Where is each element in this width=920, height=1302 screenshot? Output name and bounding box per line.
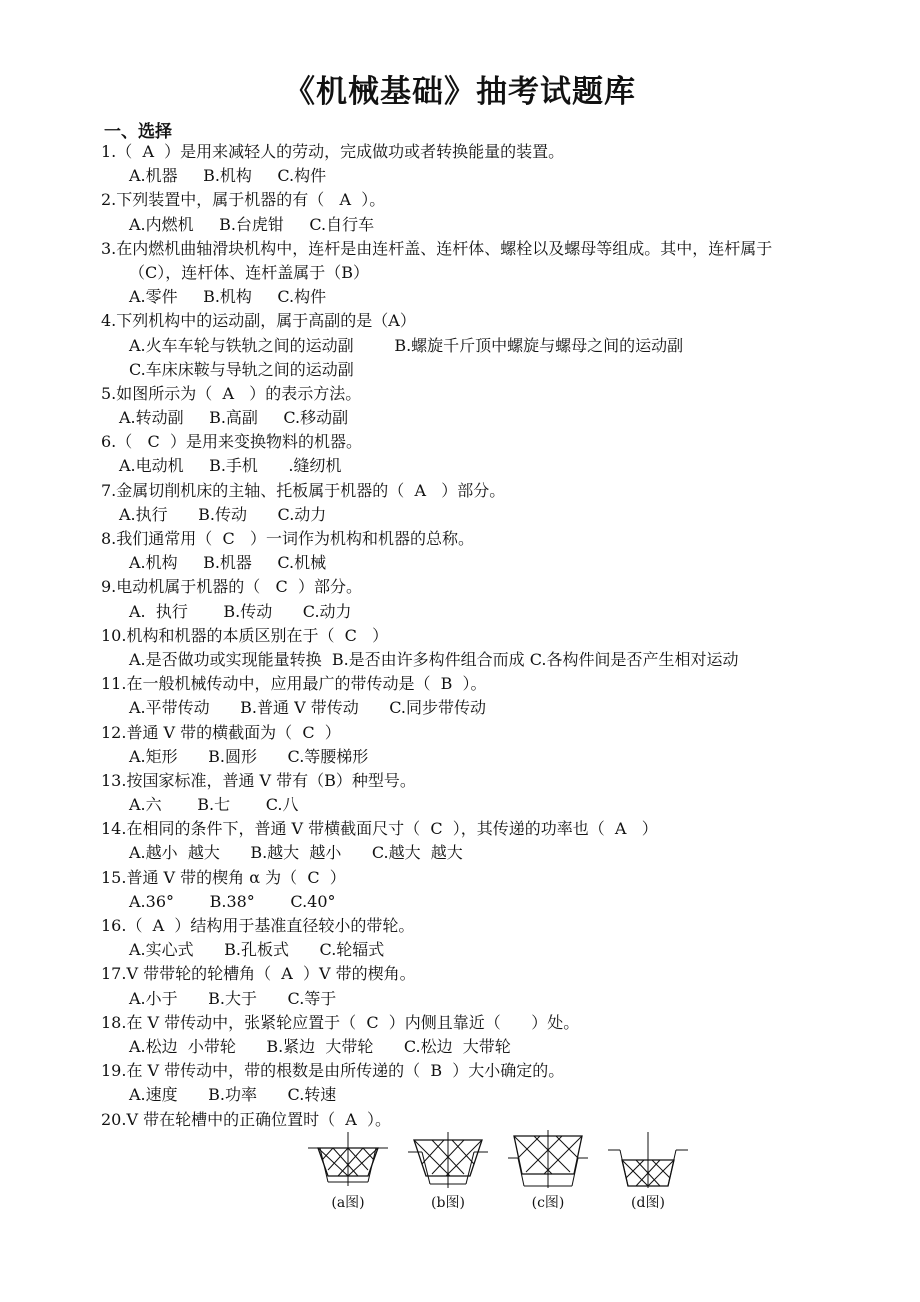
options-10: A.是否做功或实现能量转换 B.是否由许多构件组合而成 C.各构件间是否产生相对运动 [129, 649, 739, 669]
section-heading: 一、选择 [104, 122, 172, 142]
options-16: A.实心式 B.孔板式 C.轮辐式 [129, 940, 385, 960]
options-5: A.转动副 B.高副 C.移动副 [119, 408, 349, 428]
question-16: 16.（ A ）结构用于基准直径较小的带轮。 [101, 916, 415, 935]
options-7: A.执行 B.传动 C.动力 [119, 504, 327, 524]
v-belt-groove-d-icon [608, 1130, 688, 1190]
question-3: 3.在内燃机曲轴滑块机构中，连杆是由连杆盖、连杆体、螺栓以及螺母等组成。其中，连杆属于 [101, 238, 773, 258]
options-4-c: C.车床床鞍与导轨之间的运动副 [129, 359, 354, 379]
question-18: 18.在 V 带传动中，张紧轮应置于（ C ）内侧且靠近（ ）处。 [101, 1012, 580, 1032]
question-20: 20.V 带在轮槽中的正确位置时（ A ）。 [101, 1109, 391, 1129]
options-9: A. 执行 B.传动 C.动力 [129, 601, 352, 621]
options-14: A.越小 越大 B.越大 越小 C.越大 越大 [129, 843, 463, 863]
question-14: 14.在相同的条件下，普通 V 带横截面尺寸（ C ），其传递的功率也（ A ） [101, 819, 658, 839]
question-11: 11.在一般机械传动中，应用最广的带传动是（ B ）。 [101, 674, 487, 694]
options-13: A.六 B.七 C.八 [129, 795, 299, 815]
question-12: 12.普通 V 带的横截面为（ C ） [101, 722, 341, 742]
question-13: 13.按国家标准，普通 V 带有（B）种型号。 [101, 770, 416, 790]
figure-c-caption: (c图) [531, 1195, 565, 1211]
options-8: A.机构 B.机器 C.机械 [129, 553, 327, 573]
question-17: 17.V 带带轮的轮槽角（ A ）V 带的楔角。 [101, 964, 416, 984]
options-18: A.松边 小带轮 B.紧边 大带轮 C.松边 大带轮 [129, 1036, 511, 1056]
options-2: A.内燃机 B.台虎钳 C.自行车 [129, 214, 375, 234]
figure-a-caption: (a图) [331, 1195, 365, 1211]
question-6: 6.（ C ）是用来变换物料的机器。 [101, 432, 362, 452]
figure-d-caption: (d图) [631, 1195, 665, 1211]
question-4: 4.下列机构中的运动副，属于高副的是（A） [101, 311, 416, 331]
figure-a [308, 1130, 388, 1220]
options-12: A.矩形 B.圆形 C.等腰梯形 [129, 746, 369, 766]
question-8: 8.我们通常用（ C ）一词作为机构和机器的总称。 [101, 529, 474, 548]
options-11: A.平带传动 B.普通 V 带传动 C.同步带传动 [129, 698, 487, 718]
options-1: A.机器 B.机构 C.构件 [129, 166, 327, 186]
v-belt-figures [308, 1130, 708, 1220]
options-17: A.小于 B.大于 C.等于 [129, 988, 337, 1008]
question-3-continued: （C），连杆体、连杆盖属于（B） [129, 262, 370, 282]
question-19: 19.在 V 带传动中，带的根数是由所传递的（ B ）大小确定的。 [101, 1061, 565, 1081]
options-15: A.36° B.38° C.40° [129, 891, 336, 911]
question-list [101, 140, 901, 1132]
figure-b [408, 1130, 488, 1220]
question-10: 10.机构和机器的本质区别在于（ C ） [101, 625, 389, 645]
question-15: 15.普通 V 带的楔角 α 为（ C ） [101, 867, 346, 887]
options-4-ab: A.火车车轮与铁轨之间的运动副 B.螺旋千斤顶中螺旋与螺母之间的运动副 [129, 335, 684, 355]
figure-b-caption: (b图) [431, 1195, 465, 1211]
v-belt-groove-a-icon [308, 1130, 388, 1190]
options-6: A.电动机 B.手机 .缝纫机 [119, 456, 342, 476]
question-5: 5.如图所示为（ A ）的表示方法。 [101, 383, 362, 403]
page-title: 《机械基础》抽考试题库 [284, 74, 636, 110]
options-19: A.速度 B.功率 C.转速 [129, 1085, 337, 1105]
v-belt-groove-c-icon [508, 1130, 588, 1190]
options-3: A.零件 B.机构 C.构件 [129, 287, 327, 307]
question-2: 2.下列装置中，属于机器的有（ A ）。 [101, 190, 386, 210]
question-7: 7.金属切削机床的主轴、托板属于机器的（ A ）部分。 [101, 480, 506, 500]
question-9: 9.电动机属于机器的（ C ）部分。 [101, 577, 362, 597]
v-belt-groove-b-icon [408, 1130, 488, 1190]
question-1: 1.（ A ）是用来减轻人的劳动，完成做功或者转换能量的装置。 [101, 142, 565, 161]
figure-d [608, 1130, 688, 1220]
figure-c [508, 1130, 588, 1220]
